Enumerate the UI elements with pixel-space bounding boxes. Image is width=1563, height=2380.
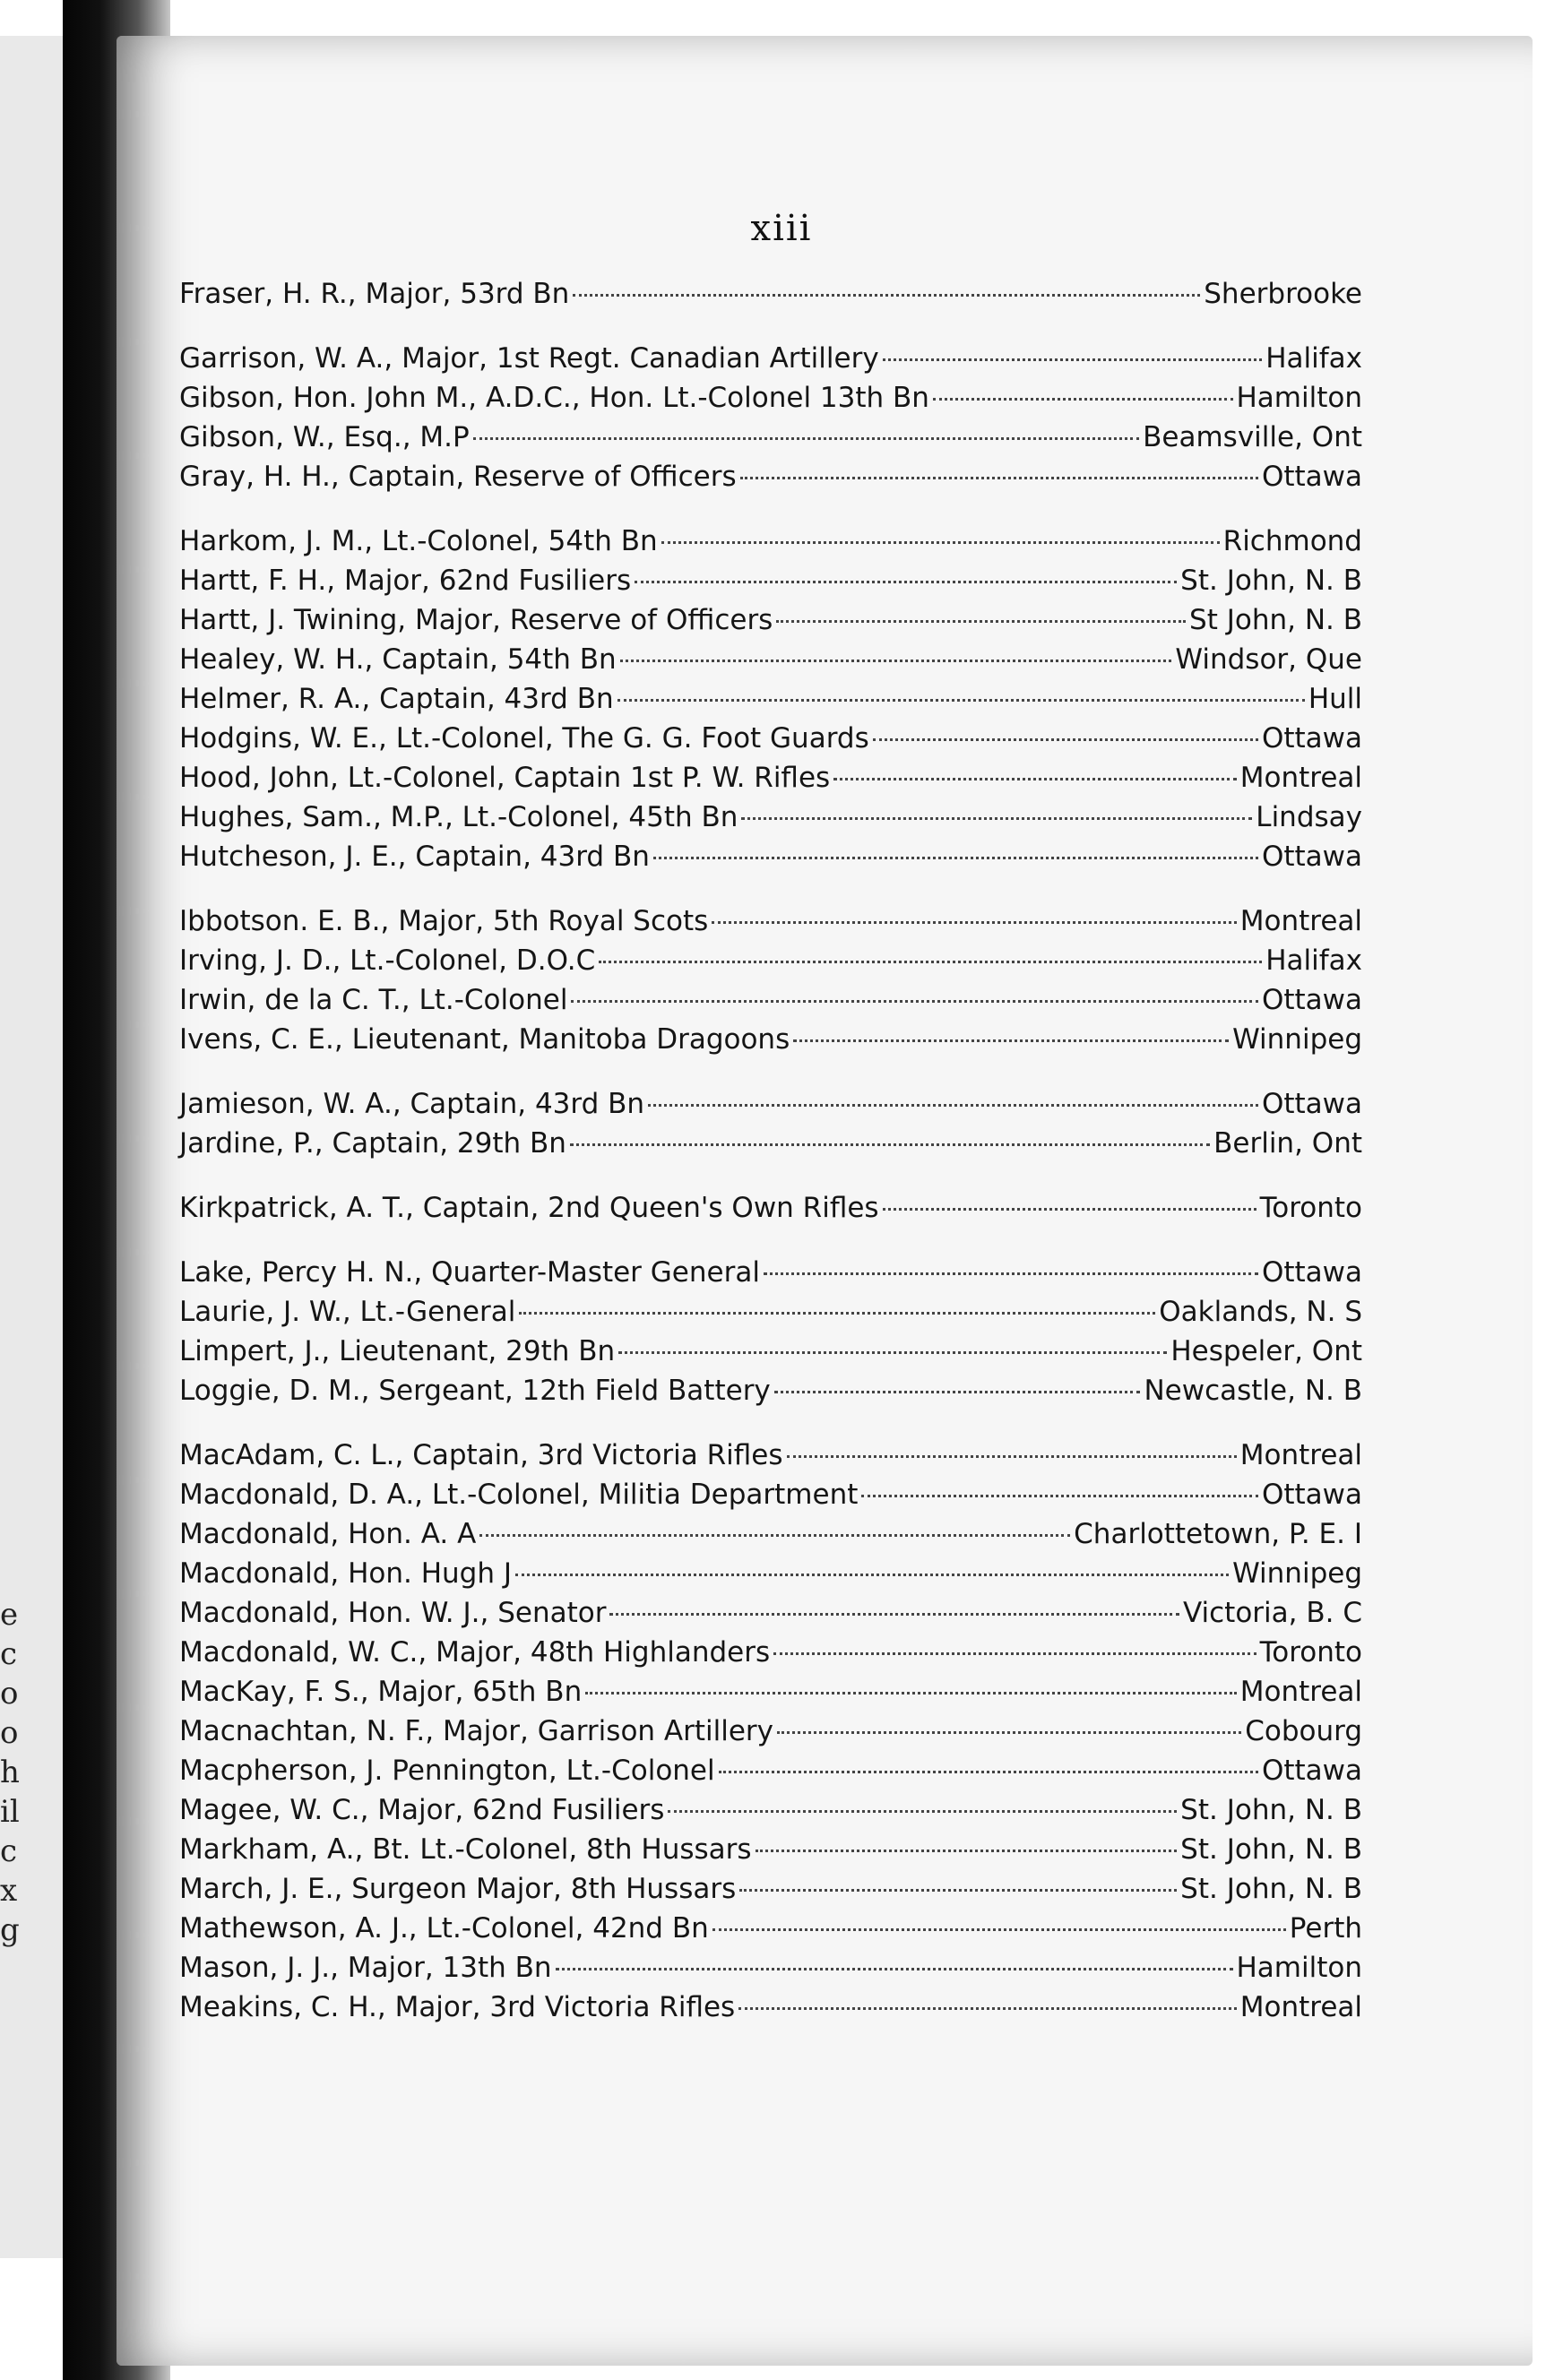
directory-entry <box>179 1127 1362 1167</box>
entry-place: Toronto <box>1259 1192 1362 1224</box>
entry-place: Richmond <box>1222 525 1362 557</box>
entry-place: Montreal <box>1239 1676 1362 1708</box>
dot-leader <box>609 1613 1179 1616</box>
dot-leader <box>787 1455 1237 1458</box>
entry-name: Macdonald, W. C., Major, 48th Highlanders <box>179 1636 771 1669</box>
dot-leader <box>519 1312 1155 1315</box>
entry-place: Ottawa <box>1261 1088 1362 1120</box>
entry-place: St. John, N. B <box>1180 565 1362 597</box>
directory-entry <box>179 342 1362 382</box>
facing-page-letter: h <box>0 1755 20 1790</box>
entry-place: Beamsville, Ont <box>1143 421 1362 453</box>
facing-page-letter: e <box>0 1597 19 1633</box>
directory-entry <box>179 683 1362 722</box>
directory-entry <box>179 984 1362 1023</box>
directory-entry <box>179 1296 1362 1335</box>
facing-page-letter: o <box>0 1715 19 1751</box>
dot-leader <box>739 1889 1177 1892</box>
dot-leader <box>618 1351 1167 1354</box>
entry-name: MacKay, F. S., Major, 65th Bn <box>179 1676 583 1708</box>
entry-place: Lindsay <box>1256 801 1362 833</box>
dot-leader <box>599 961 1262 963</box>
entry-name: Laurie, J. W., Lt.-General <box>179 1296 516 1328</box>
section-spacer <box>179 1414 1362 1439</box>
dot-leader <box>571 1000 1257 1003</box>
directory-entry <box>179 1518 1362 1557</box>
section-spacer <box>179 500 1362 525</box>
dot-leader <box>668 1810 1177 1813</box>
entry-name: Jamieson, W. A., Captain, 43rd Bn <box>179 1088 645 1120</box>
directory-entry <box>179 1755 1362 1794</box>
directory-entry <box>179 801 1362 841</box>
entry-place: Charlottetown, P. E. I <box>1074 1518 1362 1550</box>
entry-place: Montreal <box>1239 1991 1362 2023</box>
entry-place: Ottawa <box>1261 1256 1362 1289</box>
dot-leader <box>635 581 1177 583</box>
dot-leader <box>515 1574 1229 1576</box>
entry-place: Oaklands, N. S <box>1159 1296 1362 1328</box>
entry-name: Gibson, Hon. John M., A.D.C., Hon. Lt.-Colonel 13th Bn <box>179 382 929 414</box>
entry-name: Macdonald, Hon. W. J., Senator <box>179 1597 607 1629</box>
section-spacer <box>179 1063 1362 1088</box>
entry-name: Kirkpatrick, A. T., Captain, 2nd Queen's Own Rifles <box>179 1192 879 1224</box>
directory-entry <box>179 1335 1362 1375</box>
dot-leader <box>653 857 1258 859</box>
entry-place: Newcastle, N. B <box>1144 1375 1362 1407</box>
dot-leader <box>617 699 1305 702</box>
entry-place: Ottawa <box>1261 1755 1362 1787</box>
directory-entry <box>179 1256 1362 1296</box>
entry-name: Mathewson, A. J., Lt.-Colonel, 42nd Bn <box>179 1912 709 1945</box>
entry-name: Harkom, J. M., Lt.-Colonel, 54th Bn <box>179 525 658 557</box>
dot-leader <box>883 358 1263 361</box>
entry-name: Markham, A., Bt. Lt.-Colonel, 8th Hussars <box>179 1833 752 1866</box>
section-spacer <box>179 1231 1362 1256</box>
entry-name: Macdonald, Hon. Hugh J <box>179 1557 512 1590</box>
directory-entry <box>179 1676 1362 1715</box>
entry-place: St. John, N. B <box>1180 1873 1362 1905</box>
section-spacer <box>179 880 1362 905</box>
facing-page-letter: c <box>0 1833 18 1869</box>
entry-place: Halifax <box>1265 342 1362 375</box>
directory-entry <box>179 1439 1362 1479</box>
entry-name: Macpherson, J. Pennington, Lt.-Colonel <box>179 1755 715 1787</box>
entry-place: Perth <box>1289 1912 1362 1945</box>
section-spacer <box>179 1167 1362 1192</box>
entry-place: Hespeler, Ont <box>1170 1335 1362 1367</box>
entry-place: Halifax <box>1265 944 1362 977</box>
entry-name: Irving, J. D., Lt.-Colonel, D.O.C <box>179 944 596 977</box>
entry-place: Hamilton <box>1236 1952 1362 1984</box>
dot-leader <box>573 294 1200 297</box>
dot-leader <box>833 778 1237 780</box>
directory-entry <box>179 1912 1362 1952</box>
entry-name: Hood, John, Lt.-Colonel, Captain 1st P. W. Rifles <box>179 762 831 794</box>
entry-name: Garrison, W. A., Major, 1st Regt. Canadian Artillery <box>179 342 879 375</box>
directory-entry <box>179 722 1362 762</box>
entry-place: Montreal <box>1239 762 1362 794</box>
entry-place: Toronto <box>1259 1636 1362 1669</box>
entry-place: Sherbrooke <box>1204 278 1362 310</box>
entry-name: Lake, Percy H. N., Quarter-Master General <box>179 1256 760 1289</box>
dot-leader <box>861 1495 1258 1497</box>
entry-place: Hull <box>1308 683 1362 715</box>
directory-entry <box>179 643 1362 683</box>
entry-name: Fraser, H. R., Major, 53rd Bn <box>179 278 570 310</box>
directory-entry <box>179 1192 1362 1231</box>
entry-name: March, J. E., Surgeon Major, 8th Hussars <box>179 1873 737 1905</box>
facing-page-letter: il <box>0 1794 20 1830</box>
directory-entry <box>179 1952 1362 1991</box>
dot-leader <box>570 1143 1210 1146</box>
entry-name: Healey, W. H., Captain, 54th Bn <box>179 643 617 676</box>
entry-name: Magee, W. C., Major, 62nd Fusiliers <box>179 1794 665 1826</box>
entry-name: Hutcheson, J. E., Captain, 43rd Bn <box>179 841 650 873</box>
entry-name: Helmer, R. A., Captain, 43rd Bn <box>179 683 614 715</box>
entry-name: Gibson, W., Esq., M.P <box>179 421 470 453</box>
directory-entry <box>179 1794 1362 1833</box>
directory-entry <box>179 278 1362 317</box>
dot-leader <box>620 660 1172 662</box>
dot-leader <box>764 1272 1258 1275</box>
entry-place: Montreal <box>1239 1439 1362 1471</box>
entry-place: Ottawa <box>1261 984 1362 1016</box>
dot-leader <box>756 1850 1178 1852</box>
dot-leader <box>873 738 1258 741</box>
dot-leader <box>793 1039 1229 1042</box>
dot-leader <box>712 921 1236 924</box>
dot-leader <box>648 1104 1258 1107</box>
facing-page-letter: o <box>0 1676 19 1712</box>
dot-leader <box>479 1534 1070 1537</box>
entry-place: St John, N. B <box>1189 604 1362 636</box>
directory-entry <box>179 525 1362 565</box>
directory-entry <box>179 944 1362 984</box>
facing-page-letter: x <box>0 1873 18 1909</box>
entry-place: St. John, N. B <box>1180 1833 1362 1866</box>
entry-place: Ottawa <box>1261 461 1362 493</box>
entry-name: Hartt, F. H., Major, 62nd Fusiliers <box>179 565 632 597</box>
dot-leader <box>661 541 1220 544</box>
entry-name: Macdonald, D. A., Lt.-Colonel, Militia Department <box>179 1479 859 1511</box>
entry-name: Irwin, de la C. T., Lt.-Colonel <box>179 984 568 1016</box>
dot-leader <box>774 1391 1141 1393</box>
entry-place: Hamilton <box>1236 382 1362 414</box>
dot-leader <box>712 1928 1286 1931</box>
entry-place: Ottawa <box>1261 722 1362 755</box>
directory-entry <box>179 1088 1362 1127</box>
entry-name: Limpert, J., Lieutenant, 29th Bn <box>179 1335 616 1367</box>
directory-entry <box>179 1636 1362 1676</box>
entry-name: Mason, J. J., Major, 13th Bn <box>179 1952 552 1984</box>
entry-place: Victoria, B. C <box>1183 1597 1362 1629</box>
directory-entry <box>179 841 1362 880</box>
entry-name: Macnachtan, N. F., Major, Garrison Artillery <box>179 1715 774 1747</box>
page-number: xiii <box>750 208 813 249</box>
dot-leader <box>556 1968 1233 1970</box>
dot-leader <box>585 1692 1237 1694</box>
directory-entry <box>179 1873 1362 1912</box>
dot-leader <box>741 817 1252 820</box>
directory-entry <box>179 762 1362 801</box>
entry-place: Cobourg <box>1245 1715 1362 1747</box>
entry-name: Macdonald, Hon. A. A <box>179 1518 477 1550</box>
dot-leader <box>740 477 1258 479</box>
entry-name: Ivens, C. E., Lieutenant, Manitoba Dragoons <box>179 1023 790 1056</box>
dot-leader <box>773 1652 1256 1655</box>
directory-entry <box>179 382 1362 421</box>
entry-place: Ottawa <box>1261 841 1362 873</box>
entry-place: Montreal <box>1239 905 1362 937</box>
dot-leader <box>933 398 1233 401</box>
entry-place: Winnipeg <box>1232 1023 1362 1056</box>
directory-entry <box>179 1375 1362 1414</box>
directory-entry <box>179 905 1362 944</box>
entry-name: Meakins, C. H., Major, 3rd Victoria Rifles <box>179 1991 736 2023</box>
facing-page-text-fragment <box>0 1595 27 1950</box>
dot-leader <box>777 1731 1241 1734</box>
entry-name: Hughes, Sam., M.P., Lt.-Colonel, 45th Bn <box>179 801 738 833</box>
directory-entry <box>179 1597 1362 1636</box>
entry-name: Hodgins, W. E., Lt.-Colonel, The G. G. Foot Guards <box>179 722 869 755</box>
directory-entry <box>179 1557 1362 1597</box>
directory-entry <box>179 565 1362 604</box>
entry-place: Berlin, Ont <box>1213 1127 1362 1160</box>
entry-name: MacAdam, C. L., Captain, 3rd Victoria Rifles <box>179 1439 783 1471</box>
directory-entry <box>179 604 1362 643</box>
facing-page-letter: c <box>0 1636 18 1672</box>
entry-place: Windsor, Que <box>1175 643 1362 676</box>
entry-name: Gray, H. H., Captain, Reserve of Officers <box>179 461 737 493</box>
entry-name: Ibbotson. E. B., Major, 5th Royal Scots <box>179 905 709 937</box>
dot-leader <box>738 2007 1237 2010</box>
directory-entry <box>179 461 1362 500</box>
entry-place: Winnipeg <box>1232 1557 1362 1590</box>
entry-name: Hartt, J. Twining, Major, Reserve of Officers <box>179 604 773 636</box>
entry-name: Loggie, D. M., Sergeant, 12th Field Battery <box>179 1375 771 1407</box>
directory-entry <box>179 421 1362 461</box>
entry-place: St. John, N. B <box>1180 1794 1362 1826</box>
dot-leader <box>473 437 1139 440</box>
directory-entry <box>179 1479 1362 1518</box>
officer-directory-list <box>179 278 1362 2031</box>
facing-page-letter: g <box>0 1912 20 1948</box>
directory-entry <box>179 1833 1362 1873</box>
dot-leader <box>719 1771 1258 1773</box>
entry-place: Ottawa <box>1261 1479 1362 1511</box>
dot-leader <box>883 1208 1256 1211</box>
directory-entry <box>179 1023 1362 1063</box>
section-spacer <box>179 317 1362 342</box>
directory-entry <box>179 1715 1362 1755</box>
dot-leader <box>776 620 1186 623</box>
directory-entry <box>179 1991 1362 2031</box>
entry-name: Jardine, P., Captain, 29th Bn <box>179 1127 566 1160</box>
